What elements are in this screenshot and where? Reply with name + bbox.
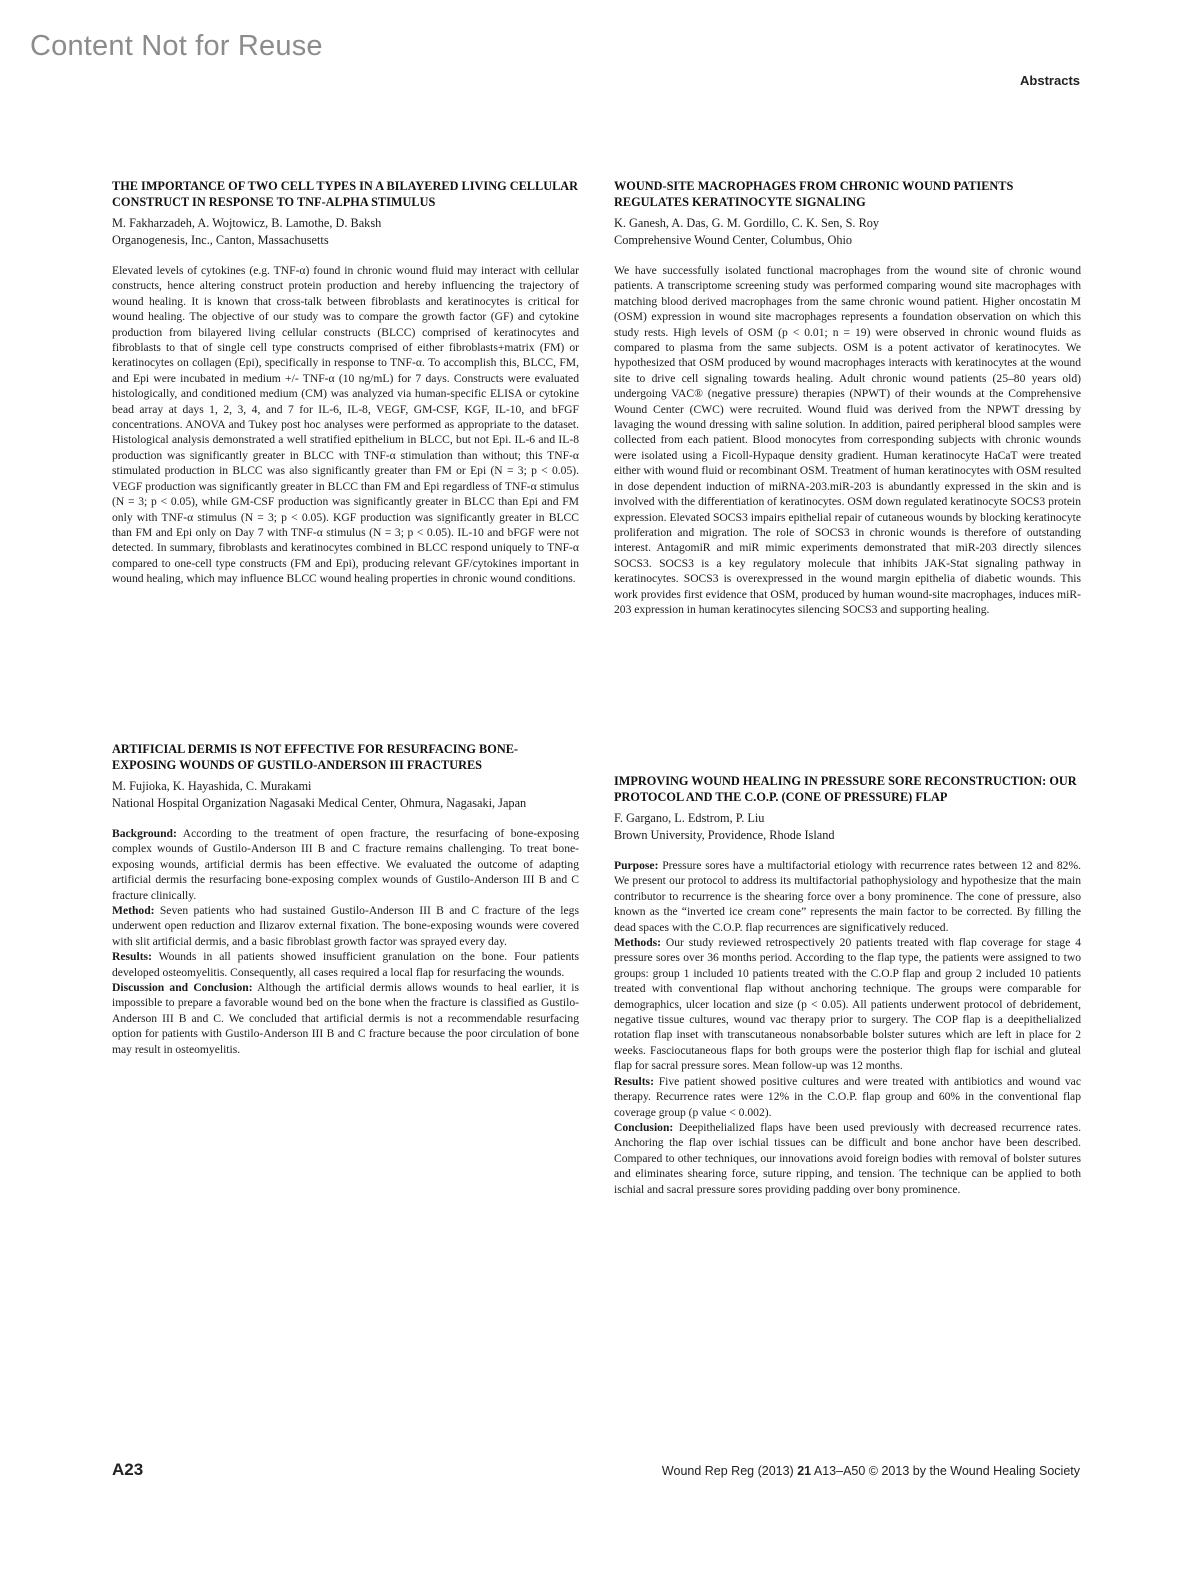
abstract-wound-macrophages <box>614 178 1081 617</box>
abstract-section <box>614 1074 1081 1120</box>
section-label: Methods: <box>614 936 662 950</box>
section-text: Deepithelialized flaps have been used previously with decreased recurrence rates. Anchoring the flap over ischial tissues can be difficult and bone anchor have been described. Compared to other techniques, our innovations avoid foreign bodies with removal of bolster sutures and eliminates shearing force, suture ripping, and tension. The technique can be applied to both ischial and sacral pressure sores providing padding over bony prominence. <box>614 1120 1081 1196</box>
watermark: Content Not for Reuse <box>30 30 323 62</box>
journal-citation <box>662 1464 1080 1478</box>
abstract-pressure-sore <box>614 773 1081 1197</box>
abstract-section <box>112 826 579 903</box>
abstract-title: IMPROVING WOUND HEALING IN PRESSURE SORE RECONSTRUCTION: OUR PROTOCOL AND THE C.O.P. (CONE OF PRESSURE) FLAP <box>614 774 1077 804</box>
abstract-section <box>112 903 579 949</box>
abstract-body: Elevated levels of cytokines (e.g. TNF-α) found in chronic wound fluid may interact with cellular constructs, hence altering construct protein production and hereby influencing the trajectory of wound healing. It is known that cross-talk between fibroblasts and keratinocytes is critical for wound healing. The objective of our study was to compare the growth factor (GF) and cytokine production from bilayered living cellular constructs (BLCC) comprised of keratinocytes and fibroblasts to that of single cell type constructs comprised of either fibroblasts+matrix (FM) or keratinocytes on collagen (Epi), specifically in response to TNF-α. To accomplish this, BLCC, FM, and Epi were incubated in medium +/- TNF-α (10 ng/mL) for 7 days. Constructs were evaluated histologically, and conditioned medium (CM) was analyzed via human-specific ELISA or cytokine bead array at days 1, 2, 3, 4, and 7 for IL-6, IL-8, VEGF, GM-CSF, KGF, IL-10, and bFGF concentrations. ANOVA and Tukey post hoc analyses were performed as appropriate to the dataset. Histological analysis demonstrated a well stratified epithelium in BLCC, but not Epi. IL-6 and IL-8 production was significantly greater in BLCC with TNF-α stimulation than without; this TNF-α stimulated production in BLCC was also significantly greater than FM or Epi (N = 3; p < 0.05). VEGF production was significantly greater in BLCC than FM and Epi regardless of TNF-α stimulus (N = 3; p < 0.05), while GM-CSF production was significantly greater in BLCC than Epi and FM only with TNF-α stimulus (N = 3; p < 0.05). KGF production was significantly greater in BLCC than FM and Epi only on Day 7 with TNF-α stimulus (N = 3; p < 0.05). IL-10 and bFGF were not detected. In summary, fibroblasts and keratinocytes combined in BLCC respond uniquely to TNF-α compared to one-cell type constructs (FM and Epi), producing relevant GF/cytokines important in wound healing, which may influence BLCC wound healing properties in chronic wound conditions. <box>112 264 579 586</box>
abstract-authors: M. Fakharzadeh, A. Wojtowicz, B. Lamothe, D. Baksh <box>112 216 382 230</box>
abstract-affiliation: National Hospital Organization Nagasaki Medical Center, Ohmura, Nagasaki, Japan <box>112 796 527 810</box>
section-text: Seven patients who had sustained Gustilo-Anderson III B and C fracture of the legs underwent open reduction and Ilizarov external fixation. The bone-exposing wounds were covered with slit artificial dermis, and a basic fibroblast growth factor was sprayed every day. <box>112 904 579 948</box>
abstract-section <box>112 980 579 1057</box>
page-number: A23 <box>112 1460 144 1479</box>
abstract-affiliation: Organogenesis, Inc., Canton, Massachusetts <box>112 233 329 247</box>
abstract-authors: M. Fujioka, K. Hayashida, C. Murakami <box>112 779 312 793</box>
abstract-section <box>112 949 579 980</box>
journal-volume: 21 <box>797 1464 812 1478</box>
section-label: Method: <box>112 904 155 918</box>
abstract-body <box>112 826 579 1057</box>
abstract-title: THE IMPORTANCE OF TWO CELL TYPES IN A BILAYERED LIVING CELLULAR CONSTRUCT IN RESPONSE TO TNF-ALPHA STIMULUS <box>112 179 579 209</box>
abstract-body <box>614 858 1081 1197</box>
abstract-section <box>614 1120 1081 1197</box>
journal-suffix: A13–A50 © 2013 by the Wound Healing Society <box>811 1464 1080 1478</box>
section-label: Purpose: <box>614 859 659 872</box>
section-text: Our study reviewed retrospectively 20 patients treated with flap coverage for stage 4 pressure sores over 36 months period. According to the flap type, the patients were assigned to two groups: group 1 included 10 patients treated with the C.O.P flap and group 2 included 10 patients treated with conventional flap without anchoring technique. The groups were comparable for demographics, ulcer location and size (p < 0.05). All patients underwent protocol of debridement, negative tissue cultures, wound vac therapy prior to surgery. The COP flap is a deepithelialized rotation flap inset with transcutaneous nonabsorbable bolster sutures which are left in place for 2 weeks. Fasciocutaneous flaps for both groups were the posterior thigh flap for ischial and gluteal flap for sacral pressure sores. Mean follow-up was 12 months. <box>614 936 1081 1073</box>
running-head: Abstracts <box>1020 73 1080 88</box>
section-label: Conclusion: <box>614 1120 674 1134</box>
abstract-section <box>614 858 1081 935</box>
abstract-authors: F. Gargano, L. Edstrom, P. Liu <box>614 811 765 825</box>
abstract-authors: K. Ganesh, A. Das, G. M. Gordillo, C. K. Sen, S. Roy <box>614 216 880 230</box>
section-label: Discussion and Conclusion: <box>112 981 253 995</box>
abstract-title: WOUND-SITE MACROPHAGES FROM CHRONIC WOUND PATIENTS REGULATES KERATINOCYTE SIGNALING <box>614 179 1014 209</box>
abstract-bilayered-construct <box>112 178 579 587</box>
abstract-affiliation: Comprehensive Wound Center, Columbus, Ohio <box>614 233 853 247</box>
abstract-affiliation: Brown University, Providence, Rhode Island <box>614 828 835 842</box>
section-text: Wounds in all patients showed insufficient granulation on the bone. Four patients developed osteomyelitis. Consequently, all cases required a local flap for resurfacing the wounds. <box>112 950 579 979</box>
section-text: Pressure sores have a multifactorial etiology with recurrence rates between 12 and 82%. We present our protocol to address its multifactorial pathophysiology and hypothesize that the main contributor to recurrence is the shearing force over a bony prominence. The cone of pressure, also known as the “inverted ice cream cone” represents the main factor to be corrected. By filling the dead spaces with the C.O.P. flap recurrences are significatively reduced. <box>614 859 1082 934</box>
section-text: Five patient showed positive cultures and were treated with antibiotics and wound vac therapy. Recurrence rates were 12% in the C.O.P. flap group and 60% in the conventional flap coverage group (p value < 0.002). <box>614 1074 1081 1119</box>
abstract-artificial-dermis <box>112 741 579 1057</box>
abstract-title: ARTIFICIAL DERMIS IS NOT EFFECTIVE FOR RESURFACING BONE-EXPOSING WOUNDS OF GUSTILO-ANDERSON III FRACTURES <box>112 742 518 772</box>
section-label: Results: <box>112 950 152 964</box>
abstract-section <box>614 935 1081 1074</box>
section-label: Results: <box>614 1074 654 1088</box>
abstract-body: We have successfully isolated functional macrophages from the wound site of chronic wound patients. A transcriptome screening study was performed comparing wound site macrophages with matching blood derived macrophages from the same chronic wound patient. Higher oncostatin M (OSM) expression in wound site macrophages represents a foundation observation on which this study rests. High levels of OSM (p < 0.01; n = 19) were observed in chronic wound fluids as compared to plasma from the same subjects. OSM is a potent activator of keratinocytes. We hypothesized that OSM produced by wound macrophages interacts with keratinocytes at the wound site to drive cell signaling towards healing. Adult chronic wound patients (25–80 years old) undergoing VAC® (negative pressure) therapies (NPWT) of their wounds at the Comprehensive Wound Center (CWC) were recruited. Wound fluid was derived from the NPWT dressing by lavaging the wound dressing with saline solution. In addition, paired peripheral blood samples were collected from each patient. Blood monocytes from corresponding subjects with chronic wounds were isolated using a Ficoll-Hypaque density gradient. Human keratinocyte HaCaT were treated either with wound fluid or recombinant OSM. Treatment of human keratinocytes with OSM resulted in dose dependent induction of miRNA-203.miR-203 is abundantly expressed in the skin and is involved with the differentiation of keratinocytes. OSM down regulated keratinocyte SOCS3 protein expression. Elevated SOCS3 impairs epithelial repair of cutaneous wounds by blocking keratinocyte proliferation and migration. The role of SOCS3 in chronic wounds is therefore of outstanding interest. AntagomiR and miR mimic experiments demonstrated that miR-203 directly silences SOCS3. SOCS3 is a key regulatory molecule that inhibits JAK-Stat signaling pathway in keratinocytes. SOCS3 is overexpressed in the wound margin epithelia of diabetic wounds. This work provides first evidence that OSM, produced by human wound-site macrophages, induces miR-203 expression in human keratinocytes silencing SOCS3 and supporting healing. <box>614 264 1081 616</box>
section-text: Although the artificial dermis allows wounds to heal earlier, it is impossible to prepare a favorable wound bed on the bone when the fracture is classified as Gustilo-Anderson III B and C. We concluded that artificial dermis is not a recommendable resurfacing option for patients with Gustilo-Anderson III B and C fracture because the poor circulation of bone may result in osteomyelitis. <box>112 981 579 1056</box>
section-text: According to the treatment of open fracture, the resurfacing of bone-exposing complex wounds of Gustilo-Anderson III B and C fracture remains challenging. To treat bone-exposing wounds, artificial dermis has been effective. We evaluated the outcome of adapting artificial dermis the resurfacing bone-exposing complex wounds of Gustilo-Anderson III B and C fracture clinically. <box>112 827 580 902</box>
section-label: Background: <box>112 827 177 840</box>
journal-prefix: Wound Rep Reg (2013) <box>661 1464 798 1478</box>
